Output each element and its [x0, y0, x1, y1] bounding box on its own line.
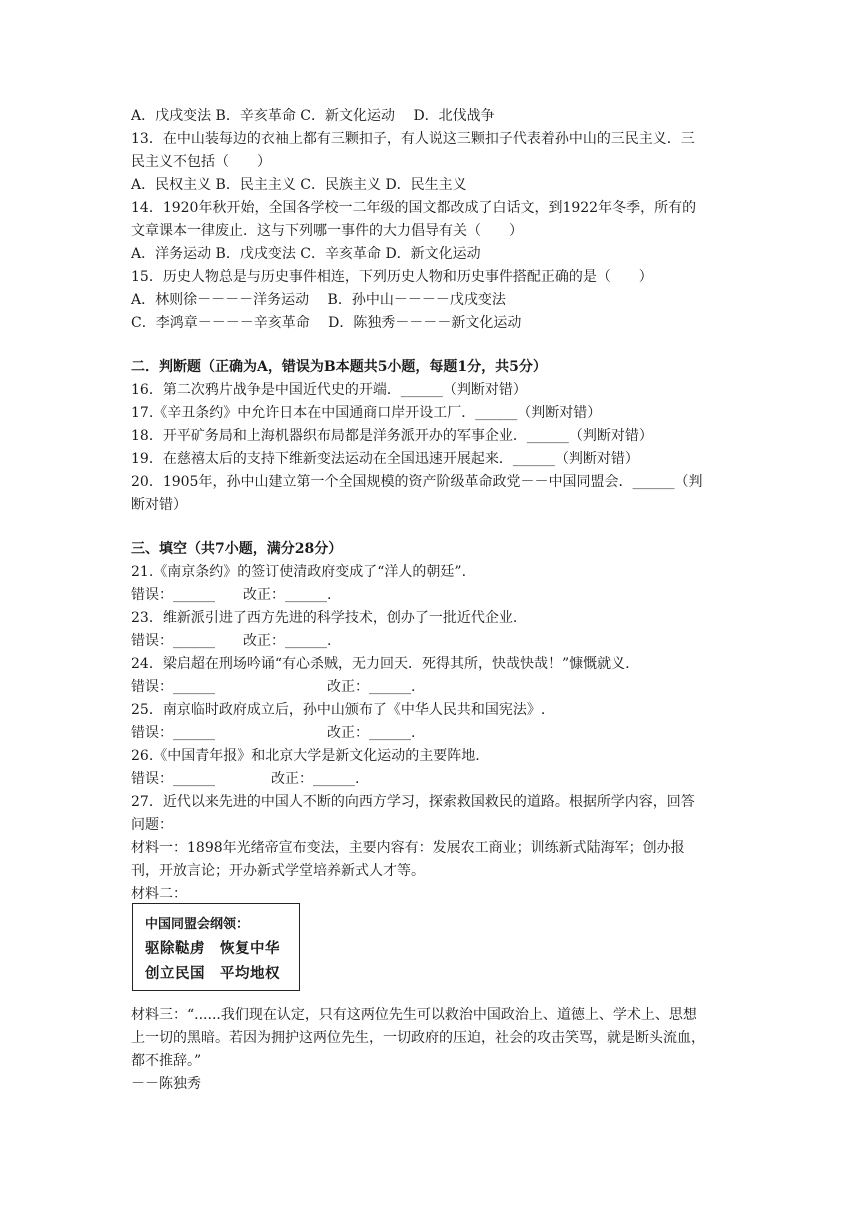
q21-answer: 错误：______ 改正：______.	[131, 587, 332, 603]
q24-answer: 错误：______ 改正：______.	[131, 679, 416, 695]
q27-stem-cont: 问题：	[131, 817, 173, 833]
q20-cont: 断对错）	[131, 497, 187, 513]
q14-stem: 14．1920年秋开始，全国各学校一二年级的国文都改成了白话文，到1922年冬季，所有的	[131, 200, 697, 216]
q15-stem: 15．历史人物总是与历史事件相连，下列历史人物和历史事件搭配正确的是（ ）	[131, 269, 653, 285]
q13-stem-cont: 民主义不包括（ ）	[131, 154, 271, 170]
q12-options: A．戊戌变法 B．辛亥革命 C．新文化运动 D．北伐战争	[131, 108, 495, 124]
q24: 24．梁启超在刑场吟诵“有心杀贼，无力回天．死得其所，快哉快哉！”慷慨就义.	[131, 656, 630, 672]
material3: 材料三：“......我们现在认定，只有这两位先生可以救治中国政治上、道德上、学术上、思想	[131, 1007, 697, 1023]
q25: 25．南京临时政府成立后，孙中山颁布了《中华人民共和国宪法》.	[131, 702, 546, 718]
material3-cont2: 都不推辞。”	[131, 1053, 202, 1069]
q26: 26.《中国青年报》和北京大学是新文化运动的主要阵地.	[131, 748, 480, 764]
q20: 20．1905年，孙中山建立第一个全国规模的资产阶级革命政党－－中国同盟会．______（判	[131, 474, 703, 490]
q14-stem-cont: 文章课本一律废止．这与下列哪一事件的大力倡导有关（ ）	[131, 223, 523, 239]
q13-stem: 13．在中山装每边的衣袖上都有三颗扣子，有人说这三颗扣子代表着孙中山的三民主义．三	[131, 131, 695, 147]
material2-box-row1: 驱除鞑虏 恢复中华	[145, 941, 280, 957]
material1-cont: 刊，开放言论；开办新式学堂培养新式人才等。	[131, 863, 425, 879]
q25-answer: 错误：______ 改正：______.	[131, 725, 416, 741]
q21: 21.《南京条约》的签订使清政府变成了“洋人的朝廷”.	[131, 564, 467, 580]
material2-box-title: 中国同盟会纲领：	[145, 917, 250, 932]
material1: 材料一：1898年光绪帝宣布变法，主要内容有：发展农工商业；训练新式陆海军；创办报	[131, 840, 685, 856]
q15-options-ab: A．林则徐－－－－洋务运动 B．孙中山－－－－戊戌变法	[131, 292, 506, 308]
material2-image-box	[132, 903, 300, 991]
q23: 23．维新派引进了西方先进的科学技术，创办了一批近代企业.	[131, 610, 518, 626]
section2-heading: 二．判断题（正确为A，错误为B本题共5小题，每题1分，共5分）	[131, 359, 547, 375]
q14-options: A．洋务运动 B．戊戌变法 C．辛亥革命 D．新文化运动	[131, 246, 481, 262]
material3-author: －－陈独秀	[131, 1076, 201, 1092]
q23-answer: 错误：______ 改正：______.	[131, 633, 332, 649]
material2-label: 材料二：	[131, 886, 187, 902]
q13-options: A．民权主义 B．民主主义 C．民族主义 D．民生主义	[131, 177, 467, 193]
q19: 19．在慈禧太后的支持下维新变法运动在全国迅速开展起来．______（判断对错）	[131, 451, 639, 467]
material2-box-row2: 创立民国 平均地权	[145, 966, 280, 982]
q16: 16．第二次鸦片战争是中国近代史的开端．______（判断对错）	[131, 382, 527, 398]
q15-options-cd: C．李鸿章－－－－辛亥革命 D．陈独秀－－－－新文化运动	[131, 315, 522, 331]
material3-cont1: 上一切的黑暗。若因为拥护这两位先生，一切政府的压迫，社会的攻击笑骂，就是断头流血，	[131, 1030, 705, 1046]
q17: 17.《辛丑条约》中允许日本在中国通商口岸开设工厂．______（判断对错）	[131, 405, 602, 421]
q26-answer: 错误：______ 改正：______.	[131, 771, 360, 787]
section3-heading: 三、填空（共7小题，满分28分）	[131, 541, 343, 557]
q18: 18．开平矿务局和上海机器织布局都是洋务派开办的军事企业．______（判断对错）	[131, 428, 653, 444]
q27-stem: 27．近代以来先进的中国人不断的向西方学习，探索救国救民的道路。根据所学内容，回答	[131, 794, 695, 810]
